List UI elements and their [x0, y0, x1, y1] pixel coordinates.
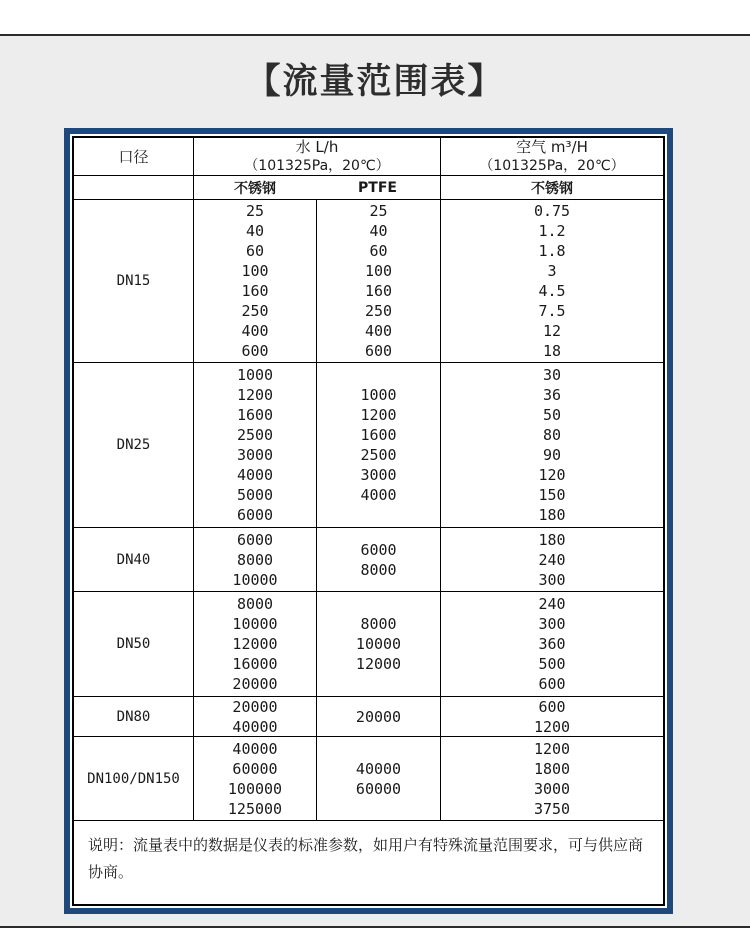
water-values — [194, 363, 316, 527]
value-line: 160 — [241, 282, 269, 300]
value-line: 150 — [538, 486, 566, 504]
value-line: 1200 — [360, 406, 397, 424]
value-line: 100 — [241, 262, 269, 280]
value-line: 240 — [538, 550, 566, 569]
value-line: 6000 — [236, 530, 274, 549]
value-line: 1600 — [236, 406, 274, 424]
value-line: 3000 — [236, 446, 274, 464]
value-line: 60000 — [232, 759, 278, 778]
top-white-band — [0, 0, 750, 34]
value-line: 2500 — [236, 426, 274, 444]
air-values — [441, 737, 663, 820]
value-line: 6000 — [236, 506, 274, 524]
value-line: 3750 — [533, 799, 571, 818]
value-line: 10000 — [355, 635, 402, 653]
value-line: 250 — [241, 302, 269, 320]
value-line: 60 — [369, 242, 388, 260]
value-line: 20000 — [355, 707, 402, 726]
value-line: 6000 — [360, 540, 397, 559]
subheader-water-materials — [194, 176, 440, 199]
value-line: 1000 — [360, 386, 397, 404]
value-line: 60 — [245, 242, 265, 260]
header-water — [194, 138, 440, 175]
value-line: 600 — [538, 675, 566, 693]
water-values — [194, 737, 316, 820]
value-line: 80 — [542, 426, 562, 444]
dn-cell: DN80 — [74, 697, 193, 736]
ptfe-values — [317, 200, 440, 362]
air-values — [441, 200, 663, 362]
value-line: 25 — [369, 202, 388, 220]
subheader-water-ptfe: PTFE — [358, 179, 397, 196]
value-line: 1200 — [533, 739, 571, 758]
value-line: 8000 — [360, 560, 397, 579]
header-air-condition: （101325Pa，20℃） — [479, 158, 625, 174]
value-line: 2500 — [360, 446, 397, 464]
value-line: 36 — [542, 386, 562, 404]
value-line: 3000 — [533, 779, 571, 798]
value-line: 40000 — [232, 739, 278, 758]
value-line: 8000 — [360, 615, 397, 633]
value-line: 250 — [364, 302, 393, 320]
subheader-empty — [74, 176, 193, 199]
value-line: 20000 — [232, 675, 278, 693]
bottom-white-band — [0, 928, 750, 949]
value-line: 1200 — [236, 386, 274, 404]
ptfe-values — [317, 697, 440, 736]
value-line: 16000 — [232, 655, 278, 673]
value-line: 5000 — [236, 486, 274, 504]
value-line: 7.5 — [538, 302, 566, 320]
value-line: 10000 — [232, 570, 278, 589]
value-line: 25 — [245, 202, 265, 220]
value-line: 90 — [542, 446, 562, 464]
value-line: 300 — [538, 615, 566, 633]
value-line: 600 — [364, 342, 393, 360]
value-line: 30 — [542, 366, 562, 384]
value-line: 400 — [241, 322, 269, 340]
value-line: 400 — [364, 322, 393, 340]
value-line: 40000 — [232, 717, 278, 736]
value-line: 20000 — [232, 697, 278, 716]
flow-table — [72, 136, 665, 906]
value-line: 12000 — [355, 655, 402, 673]
value-line: 4000 — [360, 486, 397, 504]
value-line: 600 — [241, 342, 269, 360]
value-line: 12000 — [232, 635, 278, 653]
value-line: 12 — [542, 322, 562, 340]
air-values — [441, 592, 663, 696]
value-line: 360 — [538, 635, 566, 653]
value-line: 180 — [538, 506, 566, 524]
value-line: 1600 — [360, 426, 397, 444]
note-row — [74, 821, 663, 904]
header-diameter: 口径 — [74, 138, 193, 175]
value-line: 500 — [538, 655, 566, 673]
value-line: 8000 — [236, 550, 274, 569]
value-line: 50 — [542, 406, 562, 424]
value-line: 120 — [538, 466, 566, 484]
table-frame — [64, 128, 673, 914]
header-air-title: 空气 m³/H — [516, 138, 588, 156]
dn-cell: DN15 — [74, 200, 193, 362]
ptfe-values — [317, 737, 440, 820]
subheader-air-stainless: 不锈钢 — [441, 176, 663, 199]
value-line: 3 — [547, 262, 557, 280]
value-line: 4.5 — [538, 282, 566, 300]
header-water-condition: （101325Pa，20℃） — [244, 158, 390, 174]
value-line: 160 — [364, 282, 393, 300]
water-values — [194, 697, 316, 736]
dn-cell: DN25 — [74, 363, 193, 527]
value-line: 4000 — [236, 466, 274, 484]
page-title: 【流量范围表】 — [245, 62, 505, 102]
value-line: 240 — [538, 595, 566, 613]
note-text: 说明：流量表中的数据是仪表的标准参数，如用户有特殊流量范围要求，可与供应商协商。 — [88, 836, 644, 881]
ptfe-values — [317, 528, 440, 591]
header-water-title: 水 L/h — [295, 138, 339, 156]
value-line: 8000 — [236, 595, 274, 613]
value-line: 100000 — [227, 779, 283, 798]
water-values — [194, 592, 316, 696]
page-body — [0, 36, 750, 926]
value-line: 60000 — [355, 779, 402, 798]
dn-cell: DN100/DN150 — [74, 737, 193, 820]
dn-cell: DN50 — [74, 592, 193, 696]
value-line: 10000 — [232, 615, 278, 633]
subheader-water-stainless: 不锈钢 — [234, 180, 276, 197]
value-line: 3000 — [360, 466, 397, 484]
value-line: 1.2 — [538, 222, 566, 240]
dn-cell: DN40 — [74, 528, 193, 591]
value-line: 18 — [542, 342, 562, 360]
water-values — [194, 200, 316, 362]
header-air — [441, 138, 663, 175]
value-line: 40000 — [355, 759, 402, 778]
air-values — [441, 363, 663, 527]
air-values — [441, 528, 663, 591]
value-line: 180 — [538, 530, 566, 549]
value-line: 40 — [245, 222, 265, 240]
value-line: 300 — [538, 570, 566, 589]
value-line: 40 — [369, 222, 388, 240]
value-line: 1.8 — [538, 242, 566, 260]
value-line: 100 — [364, 262, 393, 280]
value-line: 0.75 — [533, 202, 571, 220]
ptfe-values — [317, 592, 440, 696]
ptfe-values — [317, 363, 440, 527]
value-line: 1000 — [236, 366, 274, 384]
value-line: 600 — [538, 697, 566, 716]
value-line: 1800 — [533, 759, 571, 778]
water-values — [194, 528, 316, 591]
value-line: 1200 — [533, 717, 571, 736]
air-values — [441, 697, 663, 736]
value-line: 125000 — [227, 799, 283, 818]
